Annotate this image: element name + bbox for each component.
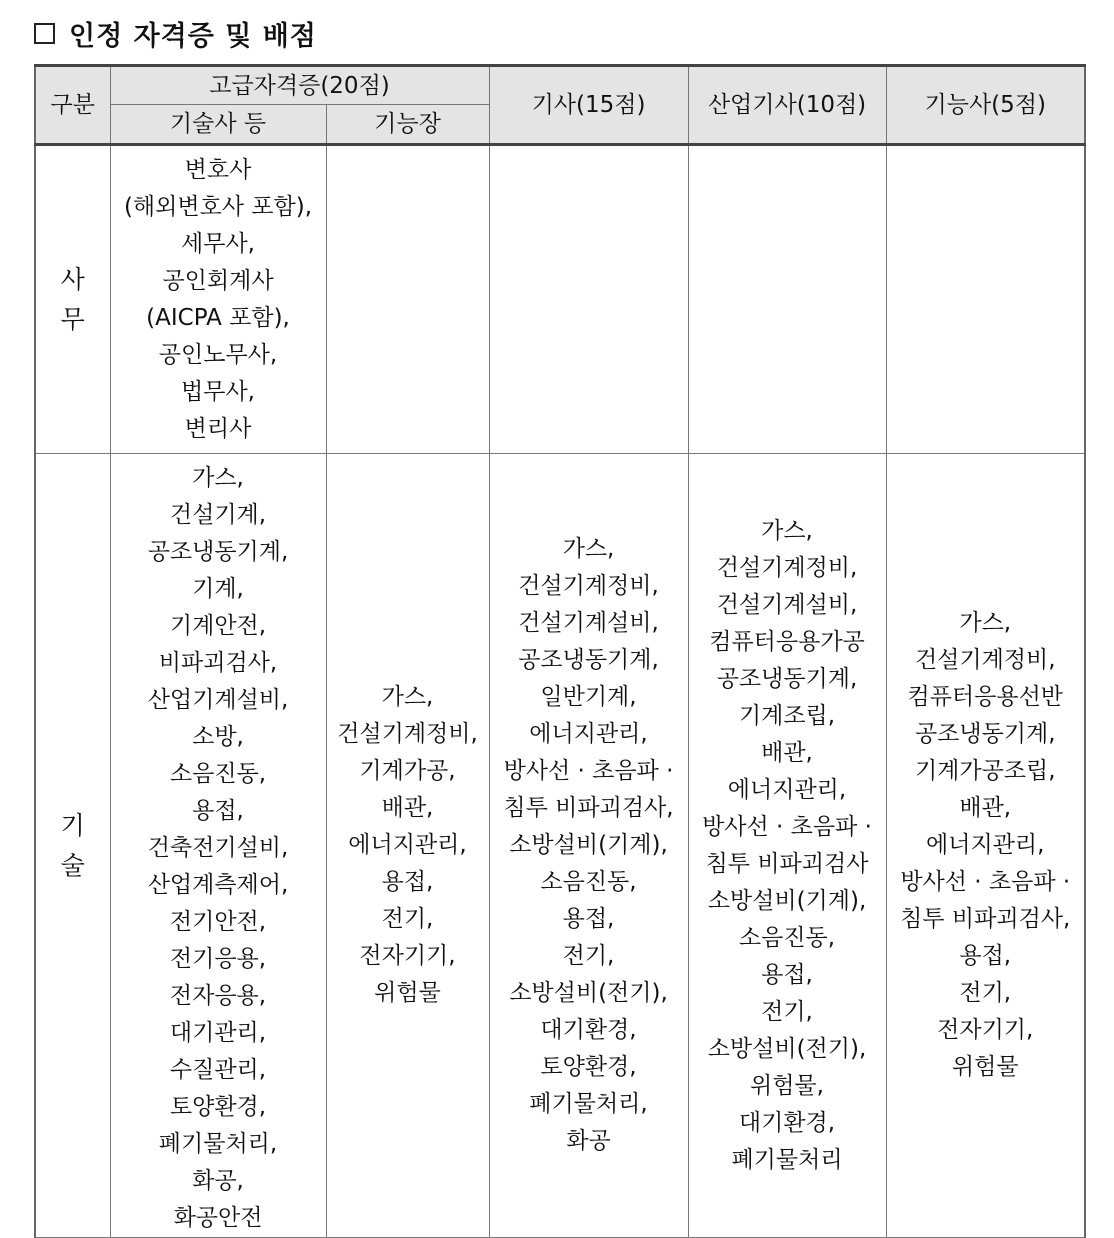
list-item: 전자응용, (169, 983, 267, 1009)
list-item: 전기, (381, 906, 434, 932)
list-item: 소음진동, (738, 924, 836, 951)
list-item: 폐기물처리, (529, 1091, 648, 1117)
list-item: 수질관리, (169, 1057, 267, 1083)
list-item: 방사선 · 초음파 · (503, 758, 674, 784)
list-item: 에너지관리, (529, 721, 648, 747)
list-item: 배관, (959, 795, 1012, 821)
list-item: 침투 비파괴검사 (705, 850, 869, 877)
list-item: 전기응용, (169, 946, 267, 972)
list-item: 에너지관리, (926, 832, 1045, 858)
header-advanced: 고급자격증(20점) (110, 66, 489, 105)
cell-office-craftsman (886, 145, 1085, 454)
list-item: 가스, (562, 536, 615, 562)
list-item: (AICPA 포함), (146, 304, 290, 331)
list-item: 폐기물처리 (731, 1146, 843, 1173)
header-category: 구분 (35, 66, 110, 145)
list-item: 기계, (192, 576, 244, 602)
list-item: 용접, (761, 961, 813, 988)
cell-office-master-craftsman (326, 145, 489, 454)
list-item: 건설기계정비, (337, 721, 478, 747)
list-item: 소방, (192, 724, 244, 750)
row-label-office (35, 145, 110, 454)
list-item: 위험물 (951, 1054, 1019, 1080)
list-item: 침투 비파괴검사, (503, 795, 674, 821)
list-item: 공조냉동기계, (518, 647, 659, 673)
list-item: 전기, (761, 998, 813, 1025)
cell-tech-engineer (489, 454, 688, 1238)
page-title: 인정 자격증 및 배점 (69, 20, 317, 52)
list-item: 건설기계, (169, 502, 267, 528)
cell-tech-craftsman (886, 454, 1085, 1238)
list-item: 용접, (562, 906, 615, 932)
list-item: 법무사, (181, 378, 255, 405)
list-item: 대기관리, (169, 1020, 267, 1046)
list-item: 위험물, (750, 1072, 824, 1099)
list-item: 기계가공, (359, 758, 456, 784)
row-label-char: 무 (60, 304, 85, 334)
page-heading (34, 14, 317, 52)
list-item: 세무사, (181, 230, 255, 257)
list-item: 소방설비(기계), (509, 832, 668, 858)
list-item: 기계안전, (169, 613, 267, 639)
checkbox-square-icon (34, 23, 55, 44)
cell-tech-industrial-engineer (688, 454, 886, 1238)
list-item: 비파괴검사, (158, 650, 278, 676)
list-item: (해외변호사 포함), (123, 193, 313, 220)
cell-tech-engineer-pro (110, 454, 326, 1238)
list-item: 전자기기, (937, 1017, 1034, 1043)
list-item: 일반기계, (540, 684, 637, 710)
cell-office-engineer-pro (110, 145, 326, 454)
header-engineer: 기사(15점) (489, 66, 688, 145)
list-item: 가스, (192, 465, 244, 491)
header-master-craftsman: 기능장 (326, 105, 489, 145)
list-item: 건설기계설비, (716, 591, 858, 618)
list-item: 대기환경, (540, 1017, 637, 1043)
list-item: 에너지관리, (348, 832, 467, 858)
row-label-char: 술 (60, 850, 85, 880)
list-item: 소방설비(전기), (707, 1035, 867, 1062)
list-item: 전기안전, (169, 909, 267, 935)
list-item: 용접, (192, 798, 244, 824)
cell-office-engineer (489, 145, 688, 454)
list-item: 가스, (959, 610, 1012, 636)
list-item: 소음진동, (540, 869, 637, 895)
list-item: 소방설비(기계), (707, 887, 867, 914)
list-item: 대기환경, (738, 1109, 836, 1136)
list-item: 공인회계사 (162, 267, 274, 294)
list-item: 방사선 · 초음파 · (702, 813, 872, 840)
list-item: 위험물 (374, 980, 441, 1006)
list-item: 가스, (381, 684, 434, 710)
row-label-char: 기 (60, 810, 85, 840)
list-item: 공인노무사, (158, 341, 278, 368)
certificate-table (34, 64, 1086, 1238)
list-item: 전자기기, (359, 943, 456, 969)
list-item: 용접, (381, 869, 434, 895)
list-item: 건설기계정비, (716, 554, 858, 581)
list-item: 공조냉동기계, (914, 721, 1056, 747)
header-craftsman: 기능사(5점) (886, 66, 1085, 145)
list-item: 건설기계정비, (518, 573, 659, 599)
list-item: 산업계측제어, (147, 872, 289, 898)
cell-tech-master-craftsman (326, 454, 489, 1238)
list-item: 건축전기설비, (147, 835, 289, 861)
list-item: 화공안전 (173, 1205, 263, 1231)
list-item: 침투 비파괴검사, (900, 906, 1071, 932)
list-item: 소음진동, (169, 761, 267, 787)
list-item: 가스, (761, 517, 813, 544)
list-item: 소방설비(전기), (509, 980, 668, 1006)
list-item: 토양환경, (169, 1094, 267, 1120)
header-industrial-engineer: 산업기사(10점) (688, 66, 886, 145)
list-item: 공조냉동기계, (716, 665, 858, 692)
list-item: 건설기계설비, (518, 610, 659, 636)
list-item: 전기, (562, 943, 615, 969)
list-item: 방사선 · 초음파 · (900, 869, 1071, 895)
row-label-char: 사 (60, 264, 85, 294)
list-item: 토양환경, (540, 1054, 637, 1080)
list-item: 배관, (761, 739, 813, 766)
row-label-tech (35, 454, 110, 1238)
list-item: 용접, (959, 943, 1012, 969)
header-engineer-pro: 기술사 등 (110, 105, 326, 145)
list-item: 컴퓨터응용선반 (907, 684, 1064, 710)
list-item: 배관, (381, 795, 434, 821)
list-item: 컴퓨터응용가공 (709, 628, 865, 655)
list-item: 기계가공조립, (914, 758, 1056, 784)
list-item: 전기, (959, 980, 1012, 1006)
list-item: 산업기계설비, (147, 687, 289, 713)
list-item: 변리사 (184, 415, 252, 442)
list-item: 건설기계정비, (914, 647, 1056, 673)
list-item: 공조냉동기계, (147, 539, 289, 565)
list-item: 폐기물처리, (158, 1131, 278, 1157)
list-item: 에너지관리, (727, 776, 847, 803)
list-item: 기계조립, (738, 702, 836, 729)
list-item: 화공, (192, 1168, 244, 1194)
list-item: 변호사 (184, 156, 252, 183)
list-item: 화공 (566, 1128, 611, 1154)
cell-office-industrial-engineer (688, 145, 886, 454)
